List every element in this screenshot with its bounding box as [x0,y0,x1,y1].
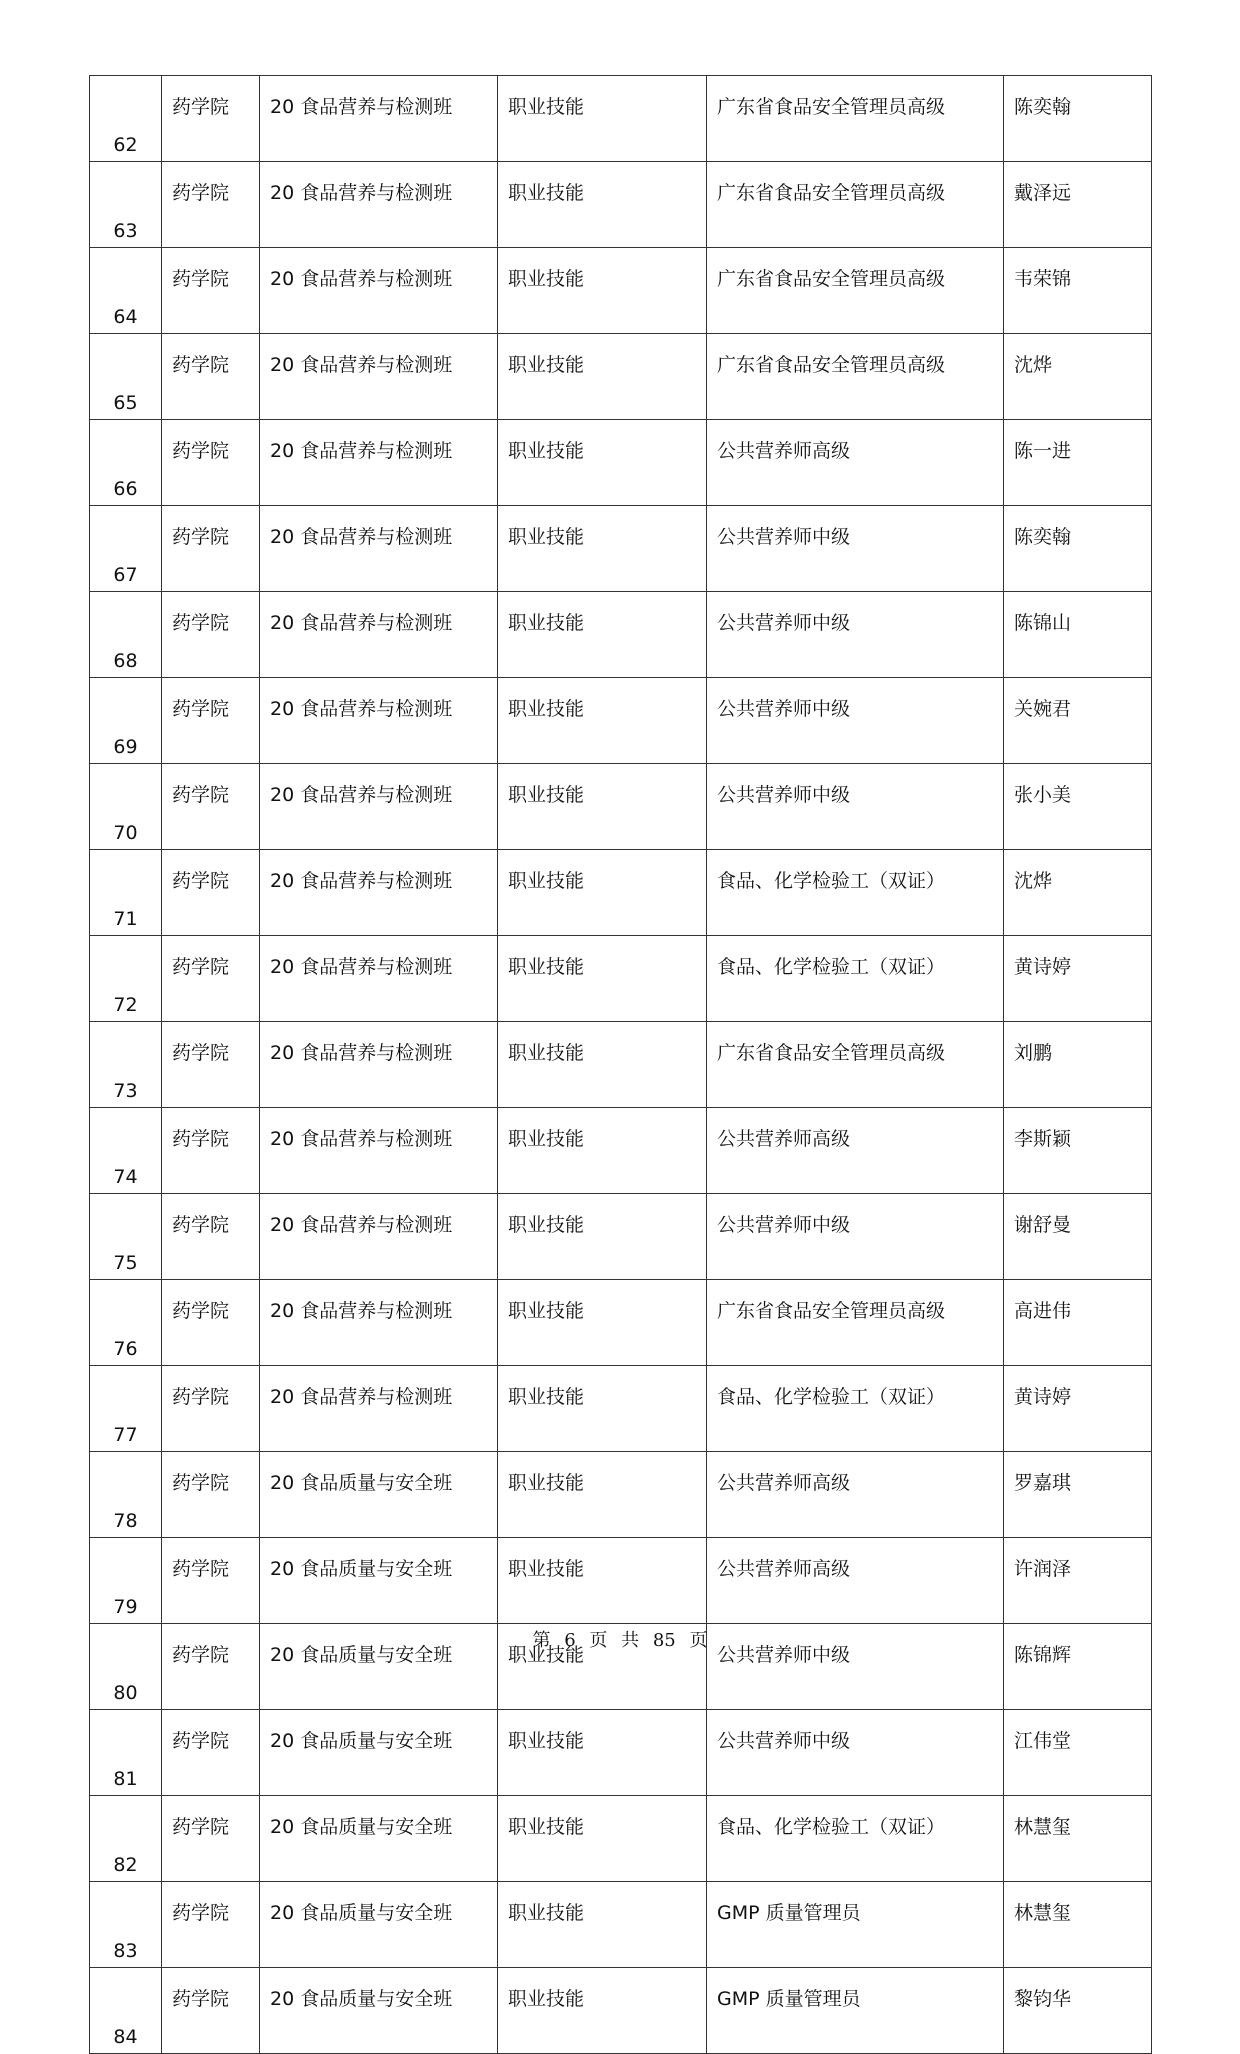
class-cell: 20 食品营养与检测班 [260,420,498,506]
college-cell: 药学院 [162,1624,260,1710]
class-cell: 20 食品质量与安全班 [260,1882,498,1968]
table-row [90,1968,1152,2054]
category-cell: 职业技能 [498,420,707,506]
row-number: 63 [90,162,162,248]
college-cell: 药学院 [162,420,260,506]
category-cell: 职业技能 [498,764,707,850]
certificate-cell: 公共营养师高级 [707,1108,1004,1194]
student-name-cell: 张小美 [1004,764,1152,850]
certificate-cell: 广东省食品安全管理员高级 [707,76,1004,162]
student-name-cell: 许润泽 [1004,1538,1152,1624]
student-name-cell: 谢舒曼 [1004,1194,1152,1280]
category-cell: 职业技能 [498,592,707,678]
row-number: 72 [90,936,162,1022]
table-row [90,1022,1152,1108]
certificate-cell: 公共营养师中级 [707,1624,1004,1710]
certificate-cell: GMP 质量管理员 [707,1968,1004,2054]
table-row [90,1882,1152,1968]
certificate-cell: 公共营养师中级 [707,678,1004,764]
class-cell: 20 食品营养与检测班 [260,334,498,420]
certificate-cell: 公共营养师高级 [707,1538,1004,1624]
class-cell: 20 食品营养与检测班 [260,1022,498,1108]
class-cell: 20 食品质量与安全班 [260,1710,498,1796]
certificate-cell: 公共营养师中级 [707,592,1004,678]
college-cell: 药学院 [162,76,260,162]
table-row [90,506,1152,592]
student-name-cell: 李斯颖 [1004,1108,1152,1194]
certificate-cell: 广东省食品安全管理员高级 [707,248,1004,334]
student-name-cell: 沈烨 [1004,334,1152,420]
class-cell: 20 食品质量与安全班 [260,1538,498,1624]
category-cell: 职业技能 [498,1280,707,1366]
college-cell: 药学院 [162,1108,260,1194]
roster-table-body [90,76,1152,2054]
student-name-cell: 沈烨 [1004,850,1152,936]
student-name-cell: 江伟堂 [1004,1710,1152,1796]
certificate-cell: 食品、化学检验工（双证） [707,936,1004,1022]
class-cell: 20 食品营养与检测班 [260,1280,498,1366]
class-cell: 20 食品营养与检测班 [260,936,498,1022]
category-cell: 职业技能 [498,1022,707,1108]
row-number: 64 [90,248,162,334]
student-name-cell: 陈锦山 [1004,592,1152,678]
college-cell: 药学院 [162,1194,260,1280]
student-name-cell: 黎钧华 [1004,1968,1152,2054]
college-cell: 药学院 [162,1538,260,1624]
certificate-cell: 公共营养师高级 [707,1452,1004,1538]
table-row [90,1366,1152,1452]
certificate-cell: 公共营养师中级 [707,1194,1004,1280]
certificate-cell: GMP 质量管理员 [707,1882,1004,1968]
category-cell: 职业技能 [498,1968,707,2054]
student-name-cell: 陈奕翰 [1004,76,1152,162]
certificate-cell: 广东省食品安全管理员高级 [707,1280,1004,1366]
certificate-cell: 食品、化学检验工（双证） [707,1796,1004,1882]
row-number: 84 [90,1968,162,2054]
student-name-cell: 林慧玺 [1004,1882,1152,1968]
table-row [90,850,1152,936]
class-cell: 20 食品营养与检测班 [260,764,498,850]
college-cell: 药学院 [162,1796,260,1882]
student-name-cell: 黄诗婷 [1004,936,1152,1022]
student-name-cell: 高进伟 [1004,1280,1152,1366]
class-cell: 20 食品营养与检测班 [260,592,498,678]
row-number: 71 [90,850,162,936]
student-name-cell: 罗嘉琪 [1004,1452,1152,1538]
class-cell: 20 食品营养与检测班 [260,248,498,334]
college-cell: 药学院 [162,1366,260,1452]
class-cell: 20 食品质量与安全班 [260,1452,498,1538]
table-row [90,1108,1152,1194]
row-number: 69 [90,678,162,764]
college-cell: 药学院 [162,936,260,1022]
certificate-cell: 公共营养师中级 [707,506,1004,592]
certificate-cell: 广东省食品安全管理员高级 [707,1022,1004,1108]
student-name-cell: 陈锦辉 [1004,1624,1152,1710]
student-name-cell: 刘鹏 [1004,1022,1152,1108]
category-cell: 职业技能 [498,1624,707,1710]
student-name-cell: 戴泽远 [1004,162,1152,248]
class-cell: 20 食品营养与检测班 [260,678,498,764]
college-cell: 药学院 [162,1882,260,1968]
category-cell: 职业技能 [498,76,707,162]
category-cell: 职业技能 [498,506,707,592]
student-name-cell: 林慧玺 [1004,1796,1152,1882]
college-cell: 药学院 [162,1280,260,1366]
category-cell: 职业技能 [498,1452,707,1538]
class-cell: 20 食品营养与检测班 [260,162,498,248]
college-cell: 药学院 [162,678,260,764]
student-name-cell: 陈一进 [1004,420,1152,506]
certificate-cell: 公共营养师中级 [707,1710,1004,1796]
student-name-cell: 陈奕翰 [1004,506,1152,592]
college-cell: 药学院 [162,764,260,850]
college-cell: 药学院 [162,592,260,678]
category-cell: 职业技能 [498,1538,707,1624]
roster-table [89,75,1152,2054]
row-number: 68 [90,592,162,678]
student-name-cell: 黄诗婷 [1004,1366,1152,1452]
table-row [90,162,1152,248]
class-cell: 20 食品营养与检测班 [260,850,498,936]
certificate-cell: 公共营养师中级 [707,764,1004,850]
certificate-cell: 食品、化学检验工（双证） [707,850,1004,936]
college-cell: 药学院 [162,1710,260,1796]
certificate-cell: 广东省食品安全管理员高级 [707,162,1004,248]
row-number: 74 [90,1108,162,1194]
category-cell: 职业技能 [498,248,707,334]
table-row [90,1796,1152,1882]
table-row [90,1538,1152,1624]
table-row [90,764,1152,850]
category-cell: 职业技能 [498,1882,707,1968]
category-cell: 职业技能 [498,334,707,420]
row-number: 62 [90,76,162,162]
table-row [90,334,1152,420]
row-number: 75 [90,1194,162,1280]
row-number: 80 [90,1624,162,1710]
college-cell: 药学院 [162,248,260,334]
class-cell: 20 食品质量与安全班 [260,1796,498,1882]
category-cell: 职业技能 [498,936,707,1022]
student-name-cell: 关婉君 [1004,678,1152,764]
row-number: 67 [90,506,162,592]
category-cell: 职业技能 [498,850,707,936]
table-row [90,1194,1152,1280]
row-number: 81 [90,1710,162,1796]
class-cell: 20 食品质量与安全班 [260,1968,498,2054]
college-cell: 药学院 [162,162,260,248]
college-cell: 药学院 [162,1022,260,1108]
row-number: 70 [90,764,162,850]
table-row [90,936,1152,1022]
category-cell: 职业技能 [498,1366,707,1452]
table-row [90,1452,1152,1538]
row-number: 83 [90,1882,162,1968]
class-cell: 20 食品营养与检测班 [260,1108,498,1194]
row-number: 79 [90,1538,162,1624]
table-row [90,592,1152,678]
class-cell: 20 食品营养与检测班 [260,1194,498,1280]
row-number: 78 [90,1452,162,1538]
category-cell: 职业技能 [498,1796,707,1882]
category-cell: 职业技能 [498,1710,707,1796]
row-number: 82 [90,1796,162,1882]
category-cell: 职业技能 [498,1108,707,1194]
certificate-cell: 食品、化学检验工（双证） [707,1366,1004,1452]
certificate-cell: 广东省食品安全管理员高级 [707,334,1004,420]
row-number: 66 [90,420,162,506]
category-cell: 职业技能 [498,1194,707,1280]
class-cell: 20 食品质量与安全班 [260,1624,498,1710]
college-cell: 药学院 [162,850,260,936]
table-row [90,248,1152,334]
row-number: 77 [90,1366,162,1452]
page-footer: 第 6 页 共 85 页 [532,1630,708,1651]
table-row [90,420,1152,506]
row-number: 73 [90,1022,162,1108]
table-row [90,678,1152,764]
row-number: 65 [90,334,162,420]
category-cell: 职业技能 [498,678,707,764]
class-cell: 20 食品营养与检测班 [260,1366,498,1452]
college-cell: 药学院 [162,1968,260,2054]
certificate-cell: 公共营养师高级 [707,420,1004,506]
student-name-cell: 韦荣锦 [1004,248,1152,334]
class-cell: 20 食品营养与检测班 [260,506,498,592]
class-cell: 20 食品营养与检测班 [260,76,498,162]
row-number: 76 [90,1280,162,1366]
table-row [90,76,1152,162]
table-row [90,1280,1152,1366]
category-cell: 职业技能 [498,162,707,248]
college-cell: 药学院 [162,1452,260,1538]
college-cell: 药学院 [162,506,260,592]
college-cell: 药学院 [162,334,260,420]
